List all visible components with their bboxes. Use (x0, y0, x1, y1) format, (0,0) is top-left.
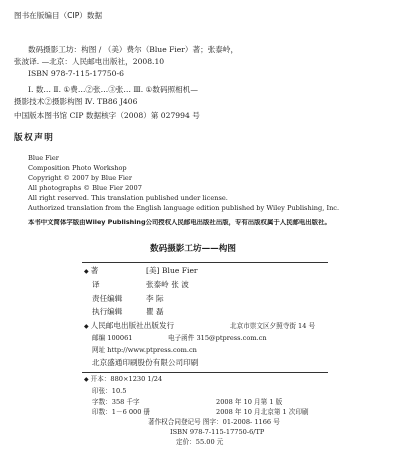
editor-label: 责任编辑 (92, 294, 123, 303)
copyright-line-3: Copyright © 2007 by Blue Fier (28, 174, 132, 182)
cip-line-2: 张波译. —北京：人民邮电出版社，2008.10 (14, 57, 165, 66)
price: 定价：55.00 元 (176, 438, 224, 446)
translator-label: 译 (92, 280, 100, 289)
publisher: 人民邮电出版社出版发行 (90, 321, 175, 330)
cip-line-1: 数码摄影工坊：构图 / （美）费尔（Blue Fier）著；张泰岭， (28, 45, 239, 54)
website: 网址 http://www.ptpress.com.cn (92, 346, 197, 354)
postcode: 邮编 100061 (92, 334, 133, 342)
colophon-mid-rule (82, 372, 328, 373)
exec-editor-label: 执行编辑 (92, 307, 123, 316)
copyright-line-2: Composition Photo Workshop (28, 164, 127, 172)
translator-value: 张泰岭 张 波 (146, 280, 189, 289)
copyright-line-5: All right reserved. This translation published under license. (28, 194, 228, 202)
author-row (84, 267, 98, 276)
author-label: 著 (90, 266, 99, 275)
cip-line-3: ISBN 978-7-115-17750-6 (28, 69, 124, 78)
bullet-triangle-icon: ◆ (84, 376, 89, 383)
copyright-line-4: All photographs © Blue Fier 2007 (28, 184, 142, 192)
words: 字数：358 千字 (92, 398, 140, 406)
colophon-top-rule (82, 262, 328, 263)
format: 开本：880×1230 1/24 (90, 375, 163, 383)
bullet-triangle-icon: ◆ (84, 268, 89, 275)
exec-editor-value: 瞿 磊 (146, 307, 164, 316)
author-value: [美] Blue Fier (146, 266, 198, 275)
cip-record: 中国版本图书馆 CIP 数据核字（2008）第 027994 号 (14, 111, 200, 120)
license-statement: 本书中文简体字版由Wiley Publishing公司授权人民邮电出版社出版，专有出版权属于人民邮电出版社。 (28, 219, 331, 226)
registration: 著作权合同登记号 图字：01-2008- 1166 号 (148, 418, 280, 426)
bullet-triangle-icon: ◆ (84, 323, 89, 330)
copyright-line-1: Blue Fier (28, 154, 59, 162)
print-run: 印数：1－6 000 册 (92, 408, 151, 416)
copyright-line-6: Authorized translation from the English language edition published by Wiley Publishing, Inc. (28, 204, 340, 212)
cip-subject-2: 摄影技术②摄影构图 Ⅳ. TB86 J406 (14, 97, 138, 106)
cip-subject-1: Ⅰ. 数… Ⅱ. ①费…②张…③张… Ⅲ. ①数码照相机— (28, 85, 198, 94)
address: 北京市崇文区夕照寺街 14 号 (230, 322, 316, 330)
printer: 北京盛通印刷股份有限公司印刷 (92, 358, 199, 367)
edition: 2008 年 10 月第 1 版 (216, 398, 283, 406)
format-row (84, 376, 162, 384)
cip-heading: 图书在版编目（CIP）数据 (14, 11, 103, 20)
email: 电子函件 315@ptpress.com.cn (168, 334, 267, 342)
impression: 2008 年 10 月北京第 1 次印刷 (216, 408, 309, 416)
sheets: 印张：10.5 (92, 387, 127, 395)
colophon-title: 数码摄影工坊——构图 (150, 244, 236, 254)
publisher-row (84, 322, 174, 331)
isbn-line: ISBN 978-7-115-17750-6/TP (170, 428, 265, 436)
copyright-heading: 版权声明 (14, 133, 55, 143)
editor-value: 李 际 (146, 294, 164, 303)
